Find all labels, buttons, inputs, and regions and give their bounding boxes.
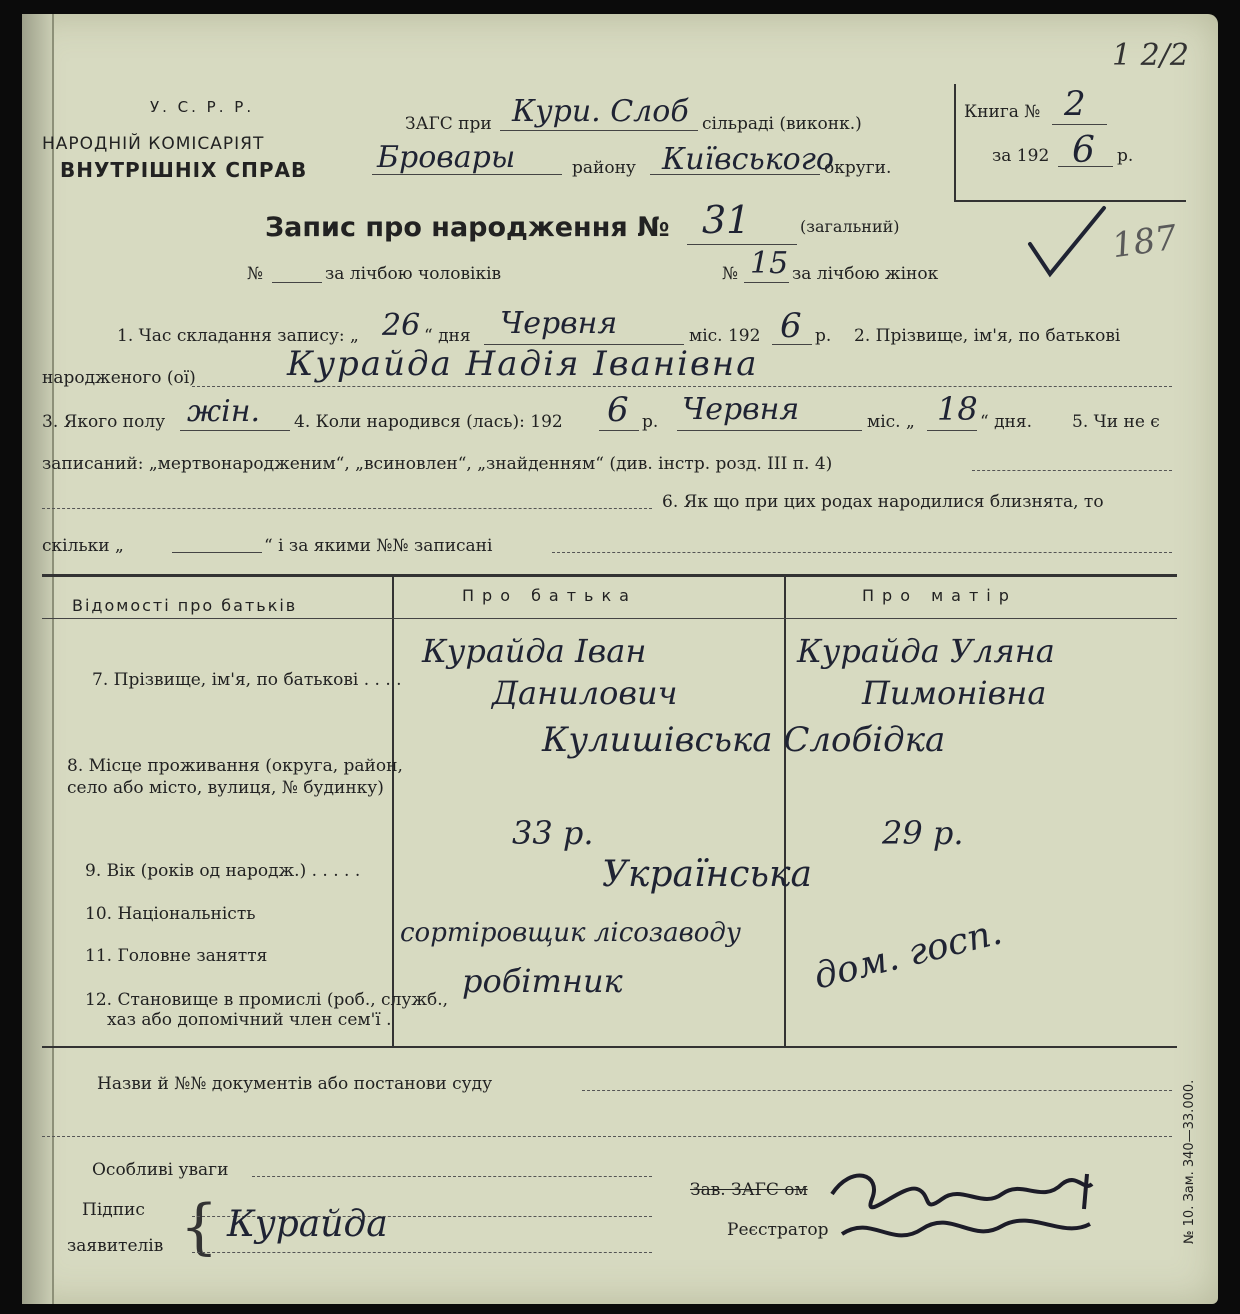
district-line	[372, 174, 562, 175]
field4-year: 6	[607, 390, 629, 430]
table-top-rule	[42, 574, 1177, 577]
field6-label-3: “ і за якими №№ записані	[264, 536, 493, 556]
okrug-label: округи.	[824, 158, 892, 178]
field1-day-suffix: “ дня	[424, 326, 471, 346]
nationality-value: Українська	[602, 854, 812, 895]
documents-line	[582, 1090, 1172, 1091]
mother-position: дом. госп.	[809, 911, 1007, 998]
field4-month-line	[677, 430, 862, 431]
okrug-line	[650, 174, 820, 175]
record-title: Запис про народження №	[265, 212, 670, 243]
signature-line-2	[192, 1252, 652, 1253]
women-count-number: 15	[750, 246, 789, 281]
men-count-prefix: №	[247, 264, 264, 284]
zags-line	[500, 130, 698, 131]
print-side-note: № 10. Зам. 340—33.000.	[1182, 1079, 1197, 1244]
residence-value: Кулишівська Слобідка	[542, 720, 946, 760]
zags-prefix: ЗАГС при	[405, 114, 492, 134]
father-patronymic: Данилович	[492, 674, 678, 712]
table-header-mother: Про матір	[862, 586, 1017, 605]
father-occupation: сортіровщик лісозаводу	[400, 918, 741, 948]
book-year-suffix: р.	[1117, 146, 1134, 166]
signature-brace: {	[180, 1192, 219, 1262]
field4-year-line	[599, 430, 639, 431]
field3-line	[180, 430, 290, 431]
row11-label: 11. Головне заняття	[85, 946, 268, 966]
field6-label-2: скільки „	[42, 536, 124, 556]
field2-label-2: народженого (ої)	[42, 368, 196, 388]
row8-label: 8. Місце проживання (округа, район,	[67, 756, 403, 776]
field5-label-2: записаний: „мертвонародженим“, „всиновлен“, „знайденням“ (див. інстр. розд. III п. 4)	[42, 454, 833, 474]
row9-label: 9. Вік (років од народж.) . . . . .	[85, 861, 361, 881]
field6-lead-line	[42, 508, 652, 509]
field4-day: 18	[937, 390, 978, 428]
field1-year-suffix: р.	[815, 326, 832, 346]
table-header-father: Про батька	[462, 586, 637, 605]
row7-label: 7. Прізвище, ім'я, по батькові . . . .	[92, 670, 402, 690]
book-year-prefix: за 192	[992, 146, 1050, 166]
row12-label-2: хаз або допомічний член сем'ї .	[107, 1010, 392, 1030]
field4-month: Червня	[682, 392, 800, 427]
row8-label-2: село або місто, вулиця, № будинку)	[67, 778, 384, 798]
field1-day: 26	[382, 308, 421, 343]
field4-day-suffix: “ дня.	[980, 412, 1033, 432]
field4-month-suffix: міс. „	[867, 412, 915, 432]
signature-label-2: заявителів	[67, 1236, 164, 1256]
field4-day-line	[927, 430, 977, 431]
field2-value: Курайда Надія Іванівна	[287, 344, 759, 384]
field5-line	[972, 470, 1172, 471]
men-count-line	[272, 282, 322, 283]
republic-abbr: У. С. Р. Р.	[150, 98, 255, 116]
commissariat-line2: ВНУТРІШНІХ СПРАВ	[60, 158, 308, 182]
mother-name: Курайда Уляна	[797, 632, 1055, 670]
table-header-parents: Відомості про батьків	[72, 596, 298, 615]
side-number: 187	[1109, 217, 1180, 267]
council-label: сільраді (виконк.)	[702, 114, 862, 134]
mother-patronymic: Пимонівна	[862, 674, 1047, 712]
zags-handwritten: Кури. Слоб	[512, 94, 689, 129]
mother-age: 29 р.	[882, 814, 964, 852]
notes-line	[252, 1176, 652, 1177]
field2-label: 2. Прізвище, ім'я, по батькові	[854, 326, 1121, 346]
signature-label: Підпис	[82, 1200, 145, 1220]
book-label: Книга №	[964, 102, 1041, 122]
documents-label: Назви й №№ документів або постанови суду	[97, 1074, 493, 1094]
official-signature-icon	[822, 1154, 1112, 1264]
corner-number: 1 2/2	[1112, 38, 1189, 73]
field6-line	[552, 552, 1172, 553]
row10-label: 10. Національність	[85, 904, 256, 924]
district-handwritten: Бровары	[377, 140, 516, 175]
book-year-line	[1058, 166, 1113, 167]
record-general-label: (загальний)	[800, 217, 900, 236]
field4-label: 4. Коли народився (лась): 192	[294, 412, 563, 432]
document-page	[22, 14, 1218, 1304]
record-number-line	[687, 244, 797, 245]
field1-month-suffix: міс. 192	[689, 326, 761, 346]
row12-label: 12. Становище в промислі (роб., служб.,	[85, 990, 449, 1010]
field5-label: 5. Чи не є	[1072, 412, 1160, 432]
women-count-prefix: №	[722, 264, 739, 284]
father-name: Курайда Іван	[422, 632, 647, 670]
book-spine	[22, 14, 54, 1304]
field1-label: 1. Час складання запису: „	[117, 326, 359, 346]
field1-month: Червня	[500, 306, 618, 341]
father-position: робітник	[462, 962, 623, 1000]
field1-year: 6	[780, 306, 802, 346]
field1-year-line	[772, 344, 812, 345]
registrar-label: Реєстратор	[727, 1220, 829, 1240]
table-col-divider-2	[784, 576, 786, 1046]
field4-year-suffix: р.	[642, 412, 659, 432]
women-count-line	[744, 282, 789, 283]
applicant-signature: Курайда	[227, 1204, 388, 1245]
table-bottom-rule	[42, 1046, 1177, 1048]
district-label: району	[572, 158, 636, 178]
book-number: 2	[1064, 84, 1086, 124]
women-count-label: за лічбою жінок	[792, 264, 939, 284]
check-mark-icon	[1022, 204, 1112, 284]
head-label: Зав. ЗАГС ом	[690, 1180, 808, 1200]
father-age: 33 р.	[512, 814, 594, 852]
notes-label: Особливі уваги	[92, 1160, 229, 1180]
table-col-divider-1	[392, 576, 394, 1046]
record-number: 31	[702, 198, 751, 242]
field6-label: 6. Як що при цих родах народилися близнята, то	[662, 492, 1104, 512]
field2-line	[192, 386, 1172, 387]
men-count-label: за лічбою чоловіків	[325, 264, 502, 284]
commissariat-line1: НАРОДНІЙ КОМІСАРІЯТ	[42, 134, 265, 154]
field3-label: 3. Якого полу	[42, 412, 166, 432]
documents-line-2	[42, 1136, 1172, 1137]
field6-count-line	[172, 552, 262, 553]
field3-value: жін.	[187, 394, 260, 429]
table-header-rule	[42, 618, 1177, 619]
okrug-handwritten: Київського	[662, 142, 834, 177]
book-number-line	[1052, 124, 1107, 125]
book-year-digit: 6	[1072, 130, 1095, 171]
